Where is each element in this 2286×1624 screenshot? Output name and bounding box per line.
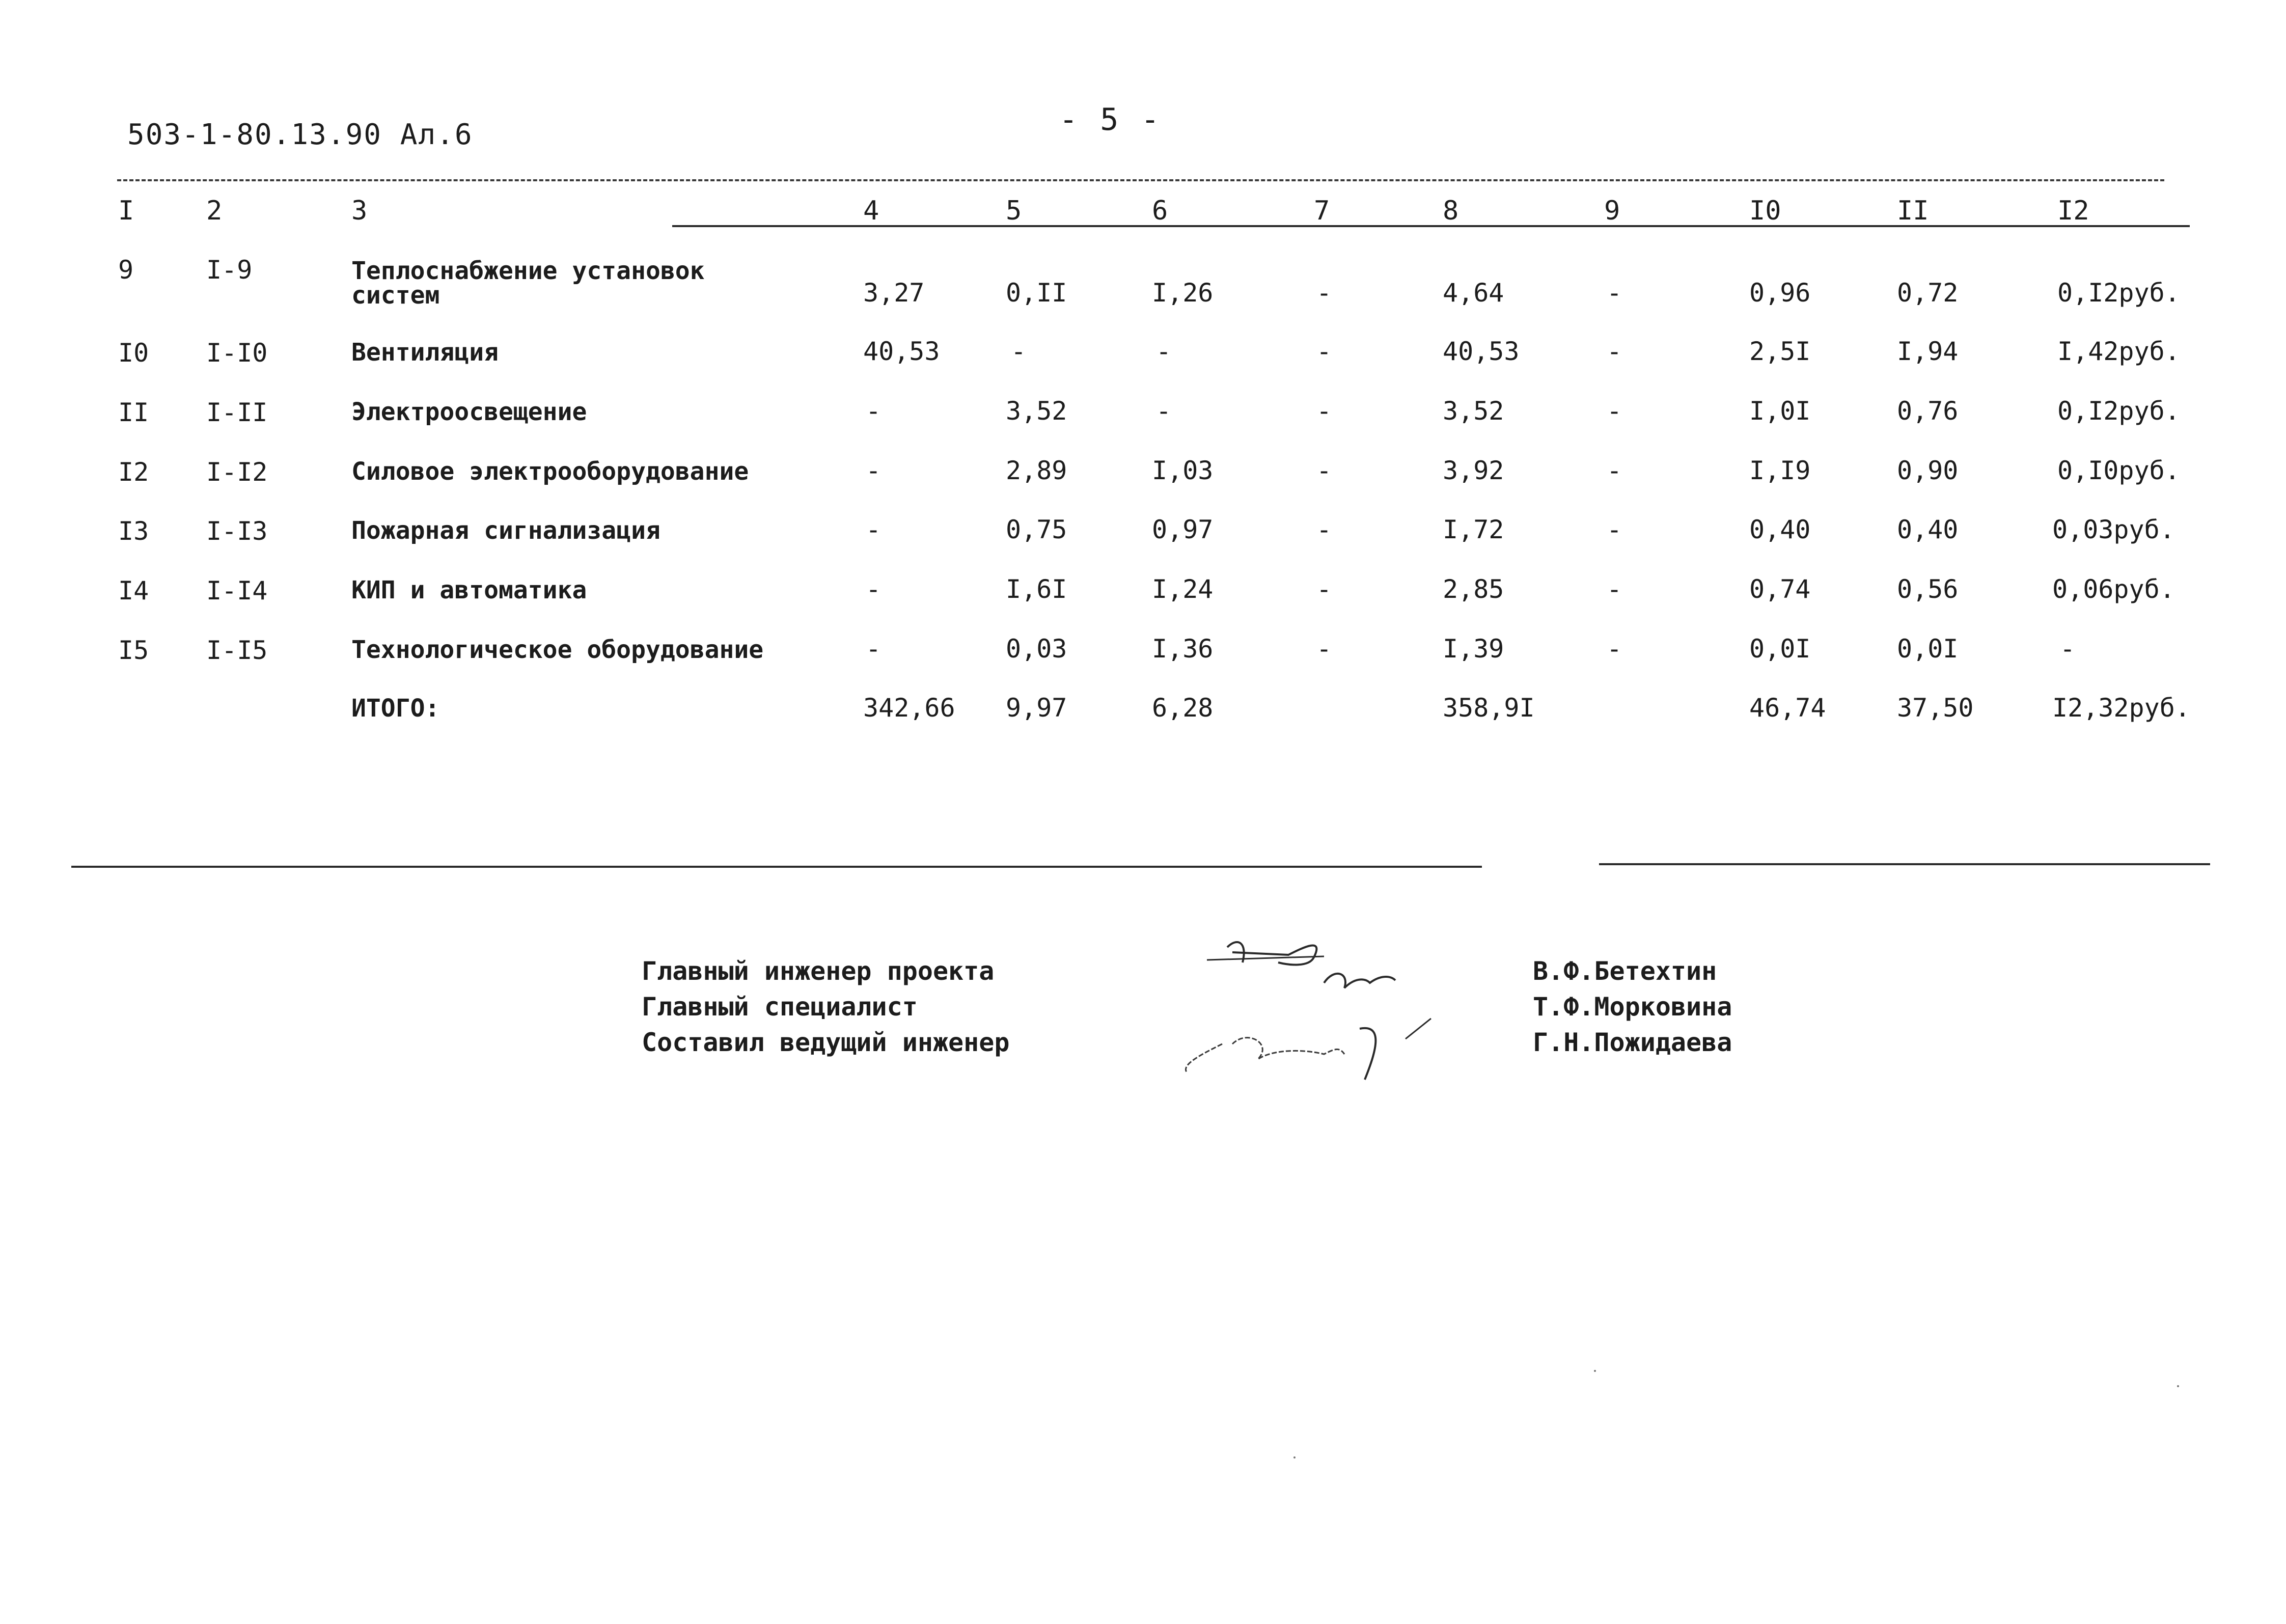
row-col9: - — [1607, 396, 1622, 426]
row-col4: - — [866, 456, 882, 485]
column-header-6: 6 — [1152, 196, 1168, 226]
row-col4: - — [866, 634, 882, 664]
total-col11: 37,50 — [1897, 693, 1974, 723]
row-col4: 3,27 — [863, 278, 925, 308]
row-number: I0 — [118, 338, 149, 368]
bottom-rule-left — [71, 866, 1482, 868]
row-col9: - — [1607, 278, 1622, 308]
name-pozhidaeva: Г.Н.Пожидаева — [1533, 1028, 1732, 1057]
column-header-5: 5 — [1006, 196, 1022, 226]
bottom-rule-right — [1599, 863, 2210, 865]
row-col8: 2,85 — [1443, 574, 1504, 604]
row-col11: 0,72 — [1897, 278, 1959, 308]
row-col12: 0,03руб. — [2052, 515, 2175, 544]
total-col6: 6,28 — [1152, 693, 1214, 723]
row-code: I-I2 — [206, 457, 268, 487]
role-chief-specialist: Главный специалист — [642, 992, 918, 1022]
row-col8: I,39 — [1443, 634, 1504, 664]
row-col12: - — [2060, 634, 2076, 664]
row-col11: 0,40 — [1897, 515, 1959, 544]
column-header-12: I2 — [2057, 196, 2089, 226]
row-col10: 0,0I — [1749, 634, 1811, 664]
name-morkovina: Т.Ф.Морковина — [1533, 992, 1732, 1022]
row-name: Пожарная сигнализация — [351, 516, 660, 545]
column-header-9: 9 — [1604, 196, 1620, 226]
total-col4: 342,66 — [863, 693, 955, 723]
column-header-4: 4 — [863, 196, 879, 226]
scan-speck — [1293, 1456, 1296, 1458]
row-col6: - — [1156, 337, 1172, 366]
row-col8: I,72 — [1443, 515, 1504, 544]
row-col5: 2,89 — [1006, 456, 1067, 485]
row-col7: - — [1316, 396, 1332, 426]
row-code: I-I4 — [206, 576, 268, 605]
row-col8: 3,52 — [1443, 396, 1504, 426]
row-col4: - — [866, 574, 882, 604]
row-col12: 0,I2руб. — [2057, 278, 2180, 308]
row-col10: I,0I — [1749, 396, 1811, 426]
row-col11: I,94 — [1897, 337, 1959, 366]
row-col7: - — [1316, 515, 1332, 544]
total-col8: 358,9I — [1443, 693, 1535, 723]
row-col9: - — [1607, 574, 1622, 604]
row-col5: - — [1011, 337, 1027, 366]
row-code: I-II — [206, 398, 268, 427]
column-header-10: I0 — [1749, 196, 1781, 226]
row-number: II — [118, 398, 149, 427]
name-betekhtin: В.Ф.Бетехтин — [1533, 956, 1717, 986]
handwritten-signatures — [1171, 927, 1456, 1095]
row-col10: 0,40 — [1749, 515, 1811, 544]
total-col12: I2,32руб. — [2052, 693, 2190, 723]
row-number: I3 — [118, 516, 149, 546]
row-col5: 0,II — [1006, 278, 1067, 308]
row-col12: 0,06руб. — [2052, 574, 2175, 604]
row-name: Силовое электрооборудование — [351, 457, 749, 486]
row-col6: - — [1156, 396, 1172, 426]
row-col4: 40,53 — [863, 337, 940, 366]
column-header-11: II — [1897, 196, 1929, 226]
row-col8: 40,53 — [1443, 337, 1520, 366]
row-name: Теплоснабжение установок систем — [351, 257, 705, 310]
total-col10: 46,74 — [1749, 693, 1826, 723]
row-number: I2 — [118, 457, 149, 487]
row-name: Вентиляция — [351, 338, 499, 367]
row-code: I-I5 — [206, 636, 268, 665]
row-col9: - — [1607, 456, 1622, 485]
page-number: - 5 - — [1059, 102, 1162, 137]
total-label: ИТОГО: — [351, 694, 440, 723]
row-col6: I,03 — [1152, 456, 1214, 485]
row-col11: 0,76 — [1897, 396, 1959, 426]
total-col5: 9,97 — [1006, 693, 1067, 723]
row-col12: I,42руб. — [2057, 337, 2180, 366]
row-number: I5 — [118, 636, 149, 665]
row-col5: 3,52 — [1006, 396, 1067, 426]
scan-speck — [1594, 1370, 1596, 1372]
table-top-rule — [117, 179, 2164, 181]
row-name: КИП и автоматика — [351, 576, 587, 604]
role-compiled-by-lead-engineer: Составил ведущий инженер — [642, 1028, 1010, 1057]
row-number: 9 — [118, 255, 134, 285]
row-number: I4 — [118, 576, 149, 605]
document-code: 503-1-80.13.90 Ал.6 — [127, 118, 473, 151]
column-header-7: 7 — [1314, 196, 1330, 226]
row-col6: I,36 — [1152, 634, 1214, 664]
row-col9: - — [1607, 515, 1622, 544]
row-col9: - — [1607, 634, 1622, 664]
column-header-3: 3 — [351, 196, 368, 226]
row-col6: 0,97 — [1152, 515, 1214, 544]
row-col7: - — [1316, 574, 1332, 604]
row-col4: - — [866, 396, 882, 426]
row-col7: - — [1316, 634, 1332, 664]
row-col7: - — [1316, 337, 1332, 366]
scan-speck — [2177, 1385, 2179, 1387]
row-col7: - — [1316, 278, 1332, 308]
row-col9: - — [1607, 337, 1622, 366]
row-code: I-9 — [206, 255, 253, 285]
row-col4: - — [866, 515, 882, 544]
row-col11: 0,56 — [1897, 574, 1959, 604]
row-name: Технологическое оборудование — [351, 636, 764, 664]
header-bottom-rule — [672, 225, 2190, 227]
role-chief-project-engineer: Главный инженер проекта — [642, 956, 995, 986]
column-header-8: 8 — [1443, 196, 1459, 226]
row-col11: 0,90 — [1897, 456, 1959, 485]
row-code: I-I0 — [206, 338, 268, 368]
row-col6: I,26 — [1152, 278, 1214, 308]
row-col10: I,I9 — [1749, 456, 1811, 485]
row-col12: 0,I0руб. — [2057, 456, 2180, 485]
row-col7: - — [1316, 456, 1332, 485]
column-header-2: 2 — [206, 196, 223, 226]
row-col12: 0,I2руб. — [2057, 396, 2180, 426]
row-col10: 2,5I — [1749, 337, 1811, 366]
row-name: Электроосвещение — [351, 398, 587, 426]
column-header-1: I — [118, 196, 134, 226]
row-col8: 3,92 — [1443, 456, 1504, 485]
row-col5: 0,03 — [1006, 634, 1067, 664]
row-code: I-I3 — [206, 516, 268, 546]
row-col5: 0,75 — [1006, 515, 1067, 544]
row-col8: 4,64 — [1443, 278, 1504, 308]
row-col6: I,24 — [1152, 574, 1214, 604]
row-col10: 0,96 — [1749, 278, 1811, 308]
row-col5: I,6I — [1006, 574, 1067, 604]
row-col11: 0,0I — [1897, 634, 1959, 664]
row-col10: 0,74 — [1749, 574, 1811, 604]
